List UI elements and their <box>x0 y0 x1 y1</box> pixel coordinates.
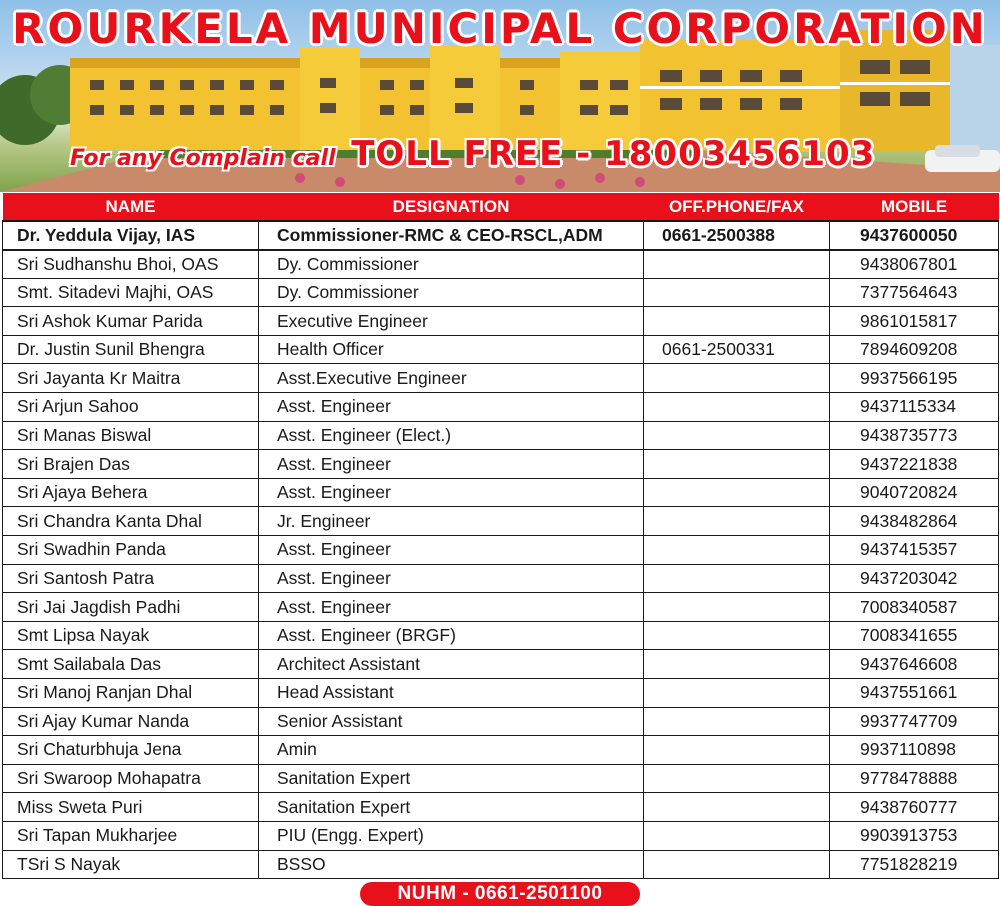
table-row <box>3 364 999 393</box>
cell-mobile: 9437646608 <box>830 650 999 679</box>
cell-mobile: 9437415357 <box>830 536 999 565</box>
table-header-row <box>3 193 999 221</box>
table-row <box>3 221 999 250</box>
cell-name: Sri Arjun Sahoo <box>3 393 259 422</box>
table-row <box>3 250 999 279</box>
cell-mobile: 9937747709 <box>830 707 999 736</box>
cell-mobile: 9937110898 <box>830 736 999 765</box>
cell-phone <box>644 679 830 708</box>
cell-designation: Sanitation Expert <box>259 764 644 793</box>
cell-mobile: 9437203042 <box>830 564 999 593</box>
cell-name: Sri Brajen Das <box>3 450 259 479</box>
cell-designation: Asst.Executive Engineer <box>259 364 644 393</box>
cell-mobile: 9438482864 <box>830 507 999 536</box>
table-row <box>3 335 999 364</box>
cell-phone <box>644 764 830 793</box>
cell-name: Sri Manas Biswal <box>3 421 259 450</box>
cell-phone <box>644 621 830 650</box>
table-row <box>3 478 999 507</box>
cell-mobile: 7751828219 <box>830 850 999 879</box>
cell-phone <box>644 536 830 565</box>
cell-mobile: 9438760777 <box>830 793 999 822</box>
table-row <box>3 450 999 479</box>
cell-phone <box>644 364 830 393</box>
cell-phone <box>644 250 830 279</box>
cell-name: Smt Sailabala Das <box>3 650 259 679</box>
cell-name: Sri Sudhanshu Bhoi, OAS <box>3 250 259 279</box>
column-header-mobile: MOBILE <box>830 193 999 221</box>
table-row <box>3 307 999 336</box>
cell-designation: Jr. Engineer <box>259 507 644 536</box>
cell-mobile: 9861015817 <box>830 307 999 336</box>
cell-name: Sri Chandra Kanta Dhal <box>3 507 259 536</box>
cell-designation: Health Officer <box>259 335 644 364</box>
header-banner <box>0 0 1000 192</box>
table-row <box>3 421 999 450</box>
cell-name: Sri Swaroop Mohapatra <box>3 764 259 793</box>
cell-phone <box>644 450 830 479</box>
cell-designation: Sanitation Expert <box>259 793 644 822</box>
table-row <box>3 707 999 736</box>
table-row <box>3 593 999 622</box>
cell-mobile: 9778478888 <box>830 764 999 793</box>
cell-phone <box>644 850 830 879</box>
cell-designation: Architect Assistant <box>259 650 644 679</box>
table-row <box>3 821 999 850</box>
cell-designation: Asst. Engineer <box>259 478 644 507</box>
cell-designation: Asst. Engineer <box>259 536 644 565</box>
cell-name: Smt. Sitadevi Majhi, OAS <box>3 278 259 307</box>
table-row <box>3 736 999 765</box>
cell-designation: Executive Engineer <box>259 307 644 336</box>
cell-phone <box>644 736 830 765</box>
cell-name: Sri Chaturbhuja Jena <box>3 736 259 765</box>
table-row <box>3 850 999 879</box>
table-row <box>3 621 999 650</box>
toll-free-number: TOLL FREE - 18003456103 <box>351 134 876 174</box>
table-row <box>3 393 999 422</box>
cell-phone <box>644 478 830 507</box>
cell-mobile: 9437600050 <box>830 221 999 250</box>
cell-designation: BSSO <box>259 850 644 879</box>
cell-phone: 0661-2500388 <box>644 221 830 250</box>
cell-phone <box>644 507 830 536</box>
cell-designation: Head Assistant <box>259 679 644 708</box>
cell-phone <box>644 307 830 336</box>
cell-name: Sri Jai Jagdish Padhi <box>3 593 259 622</box>
cell-phone <box>644 278 830 307</box>
table-row <box>3 278 999 307</box>
cell-phone <box>644 421 830 450</box>
cell-name: Sri Santosh Patra <box>3 564 259 593</box>
cell-mobile: 7008341655 <box>830 621 999 650</box>
cell-mobile: 9437221838 <box>830 450 999 479</box>
table-row <box>3 564 999 593</box>
table-row <box>3 793 999 822</box>
cell-designation: Dy. Commissioner <box>259 278 644 307</box>
cell-name: Sri Jayanta Kr Maitra <box>3 364 259 393</box>
cell-mobile: 7894609208 <box>830 335 999 364</box>
cell-designation: Asst. Engineer <box>259 564 644 593</box>
cell-mobile: 9438067801 <box>830 250 999 279</box>
cell-name: Miss Sweta Puri <box>3 793 259 822</box>
cell-mobile: 9438735773 <box>830 421 999 450</box>
cell-designation: Commissioner-RMC & CEO-RSCL,ADM <box>259 221 644 250</box>
cell-phone <box>644 650 830 679</box>
cell-mobile: 9437551661 <box>830 679 999 708</box>
complain-text: For any Complain call <box>70 146 336 171</box>
cell-name: Sri Ajay Kumar Nanda <box>3 707 259 736</box>
cell-phone <box>644 593 830 622</box>
cell-phone <box>644 707 830 736</box>
cell-name: Dr. Yeddula Vijay, IAS <box>3 221 259 250</box>
cell-name: Sri Ajaya Behera <box>3 478 259 507</box>
cell-mobile: 7377564643 <box>830 278 999 307</box>
nuhm-contact-badge: NUHM - 0661-2501100 <box>360 882 640 906</box>
cell-designation: Asst. Engineer (Elect.) <box>259 421 644 450</box>
cell-mobile: 9903913753 <box>830 821 999 850</box>
cell-phone <box>644 564 830 593</box>
cell-designation: PIU (Engg. Expert) <box>259 821 644 850</box>
cell-name: Smt Lipsa Nayak <box>3 621 259 650</box>
cell-name: TSri S Nayak <box>3 850 259 879</box>
cell-name: Sri Ashok Kumar Parida <box>3 307 259 336</box>
column-header-designation: DESIGNATION <box>259 193 644 221</box>
cell-name: Sri Manoj Ranjan Dhal <box>3 679 259 708</box>
cell-designation: Senior Assistant <box>259 707 644 736</box>
cell-designation: Asst. Engineer <box>259 450 644 479</box>
cell-name: Sri Swadhin Panda <box>3 536 259 565</box>
cell-mobile: 9937566195 <box>830 364 999 393</box>
cell-designation: Amin <box>259 736 644 765</box>
table-row <box>3 536 999 565</box>
cell-designation: Dy. Commissioner <box>259 250 644 279</box>
cell-mobile: 7008340587 <box>830 593 999 622</box>
cell-designation: Asst. Engineer (BRGF) <box>259 621 644 650</box>
table-row <box>3 650 999 679</box>
cell-name: Sri Tapan Mukharjee <box>3 821 259 850</box>
cell-designation: Asst. Engineer <box>259 593 644 622</box>
table-row <box>3 764 999 793</box>
banner-title: ROURKELA MUNICIPAL CORPORATION <box>12 4 988 53</box>
table-row <box>3 507 999 536</box>
officials-directory-table <box>2 193 999 879</box>
cell-name: Dr. Justin Sunil Bhengra <box>3 335 259 364</box>
cell-mobile: 9040720824 <box>830 478 999 507</box>
column-header-phone: OFF.PHONE/FAX <box>644 193 830 221</box>
cell-mobile: 9437115334 <box>830 393 999 422</box>
cell-phone <box>644 793 830 822</box>
table-row <box>3 679 999 708</box>
column-header-name: NAME <box>3 193 259 221</box>
toll-free-line <box>70 134 875 174</box>
cell-phone <box>644 821 830 850</box>
cell-designation: Asst. Engineer <box>259 393 644 422</box>
cell-phone <box>644 393 830 422</box>
cell-phone: 0661-2500331 <box>644 335 830 364</box>
